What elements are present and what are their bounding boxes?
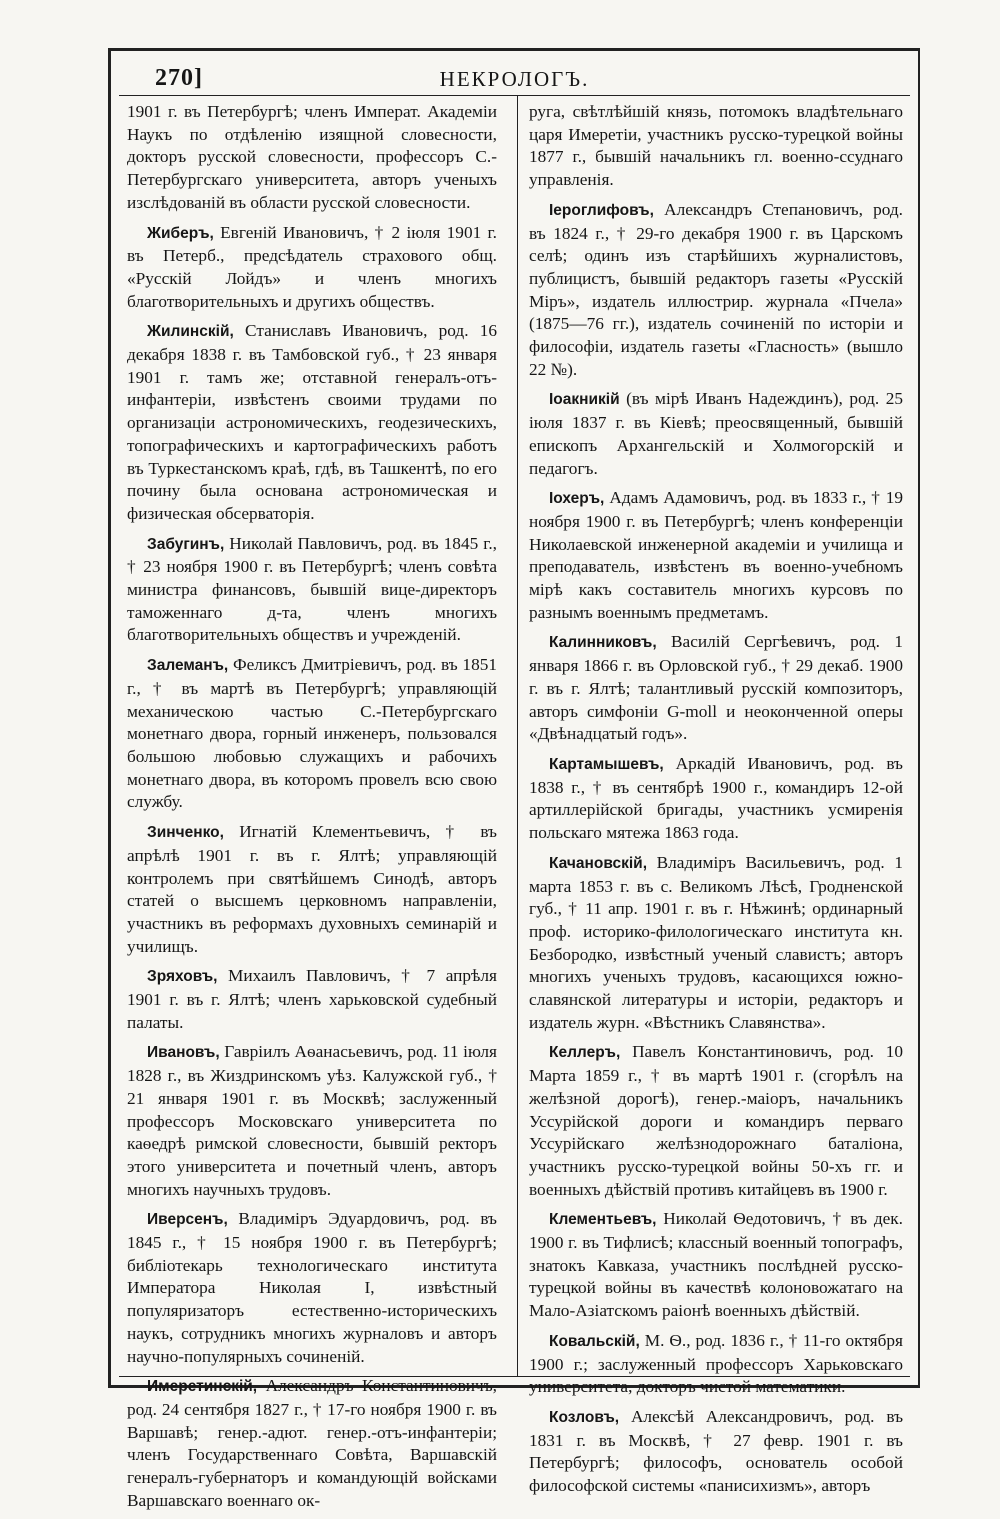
entry-name: Іохеръ, — [549, 490, 605, 508]
entry-text: Адамъ Адамовичъ, род. въ 1833 г., † 19 ноября 1900 г. въ Петербургѣ; членъ конференціи Николаевской инженерной академіи и училища и преподаватель, извѣстенъ въ военно-учебномъ мірѣ какъ составитель многихъ курсовъ по разнымъ военнымъ предметамъ. — [529, 488, 903, 622]
obituary-entry — [529, 1208, 903, 1323]
entry-name: Ивановъ, — [147, 1044, 220, 1062]
obituary-entry — [127, 222, 497, 314]
entry-name: Зинченко, — [147, 824, 224, 842]
entry-text: Аркадій Ивановичъ, род. въ 1838 г., † въ сентябрѣ 1900 г., командиръ 12-ой артиллерійской бригады, участникъ усмиренія польскаго мятежа 1863 года. — [529, 753, 903, 843]
entry-text: Василій Сергѣевичъ, род. 1 января 1866 г. въ Орловской губ., † 29 декаб. 1900 г. въ г. Ялтѣ; талантливый русскій композиторъ, авторъ симфоніи G-moll и неоконченной оперы «Двѣнадцатый годъ». — [529, 632, 903, 744]
entry-text: Игнатій Клементьевичъ, † въ апрѣлѣ 1901 г. въ г. Ялтѣ; управляющій контролемъ при святѣйшемъ Синодѣ, авторъ статей о высшемъ церковномъ направленіи, участникъ въ реформахъ духовныхъ семинарій и училищъ. — [127, 822, 497, 956]
entry-text: Владиміръ Эдуардовичъ, род. въ 1845 г., † 15 ноября 1900 г. въ Петербургѣ; библіотекарь технологическаго института Императора Николая I, извѣстный популяризаторъ естественно-историческихъ наукъ, сотрудникъ многихъ журналовъ и авторъ научно-популярныхъ сочиненій. — [127, 1209, 497, 1366]
entry-name: Забугинъ, — [147, 535, 225, 553]
entry-text: Александръ Константиновичъ, род. 24 сентября 1827 г., † 17-го ноября 1900 г. въ Варшавѣ; генер.-адют. генер.-отъ-инфантеріи; членъ Государственнаго Совѣта, Варшавскій генералъ-губернаторъ и командующій войсками Варшавскаго военнаго ок- — [127, 1376, 497, 1510]
entry-text: М. Ѳ., род. 1836 г., † 11-го октября 1900 г.; заслуженный профессоръ Харьковскаго университета, докторъ чистой математики. — [529, 1330, 903, 1397]
entry-text: Павелъ Константиновичъ, род. 10 Марта 1859 г., † въ мартѣ 1901 г. (сгорѣлъ на желѣзной дорогѣ), генер.-маіоръ, начальникъ Уссурійской дороги и командиръ перваго Уссурійскаго желѣзнодорожнаго баталіона, участникъ русско-турецкой войны 50-хъ гг. и военныхъ дѣйствій противъ китайцевъ въ 1900 г. — [529, 1042, 903, 1199]
obituary-entry — [127, 101, 497, 215]
column-divider — [517, 96, 518, 1377]
obituary-entry — [127, 821, 497, 958]
entry-name: Жиберъ, — [147, 224, 214, 242]
obituary-entry — [529, 852, 903, 1035]
entry-name: Калинниковъ, — [549, 634, 657, 652]
entry-text: (въ мірѣ Иванъ Надеждинъ), род. 25 іюля 1837 г. въ Кіевѣ; преосвященный, бывшій епископъ Архангельскій и Холмогорскій и педагогъ. — [529, 389, 903, 478]
entry-name: Іоакникій — [549, 391, 620, 409]
obituary-entry — [127, 1375, 497, 1512]
obituary-entry — [529, 1330, 903, 1399]
obituary-entry — [529, 388, 903, 480]
entry-name: Іероглифовъ, — [549, 201, 654, 219]
header-rule — [119, 95, 910, 96]
entry-text: Феликсъ Дмитріевичъ, род. въ 1851 г., † въ мартѣ въ Петербургѣ; управляющій механическою частью С.-Петербургскаго монетнаго двора, горный инженеръ, пользовался большою любовью служащихъ и рабочихъ монетнаго двора, въ которомъ провелъ всю свою службу. — [127, 655, 497, 812]
obituary-entry — [127, 1041, 497, 1201]
entry-text: Алексѣй Александровичъ, род. въ 1831 г. въ Москвѣ, † 27 февр. 1901 г. въ Петербургѣ; философъ, основатель особой философской системы «панисихизмъ», авторъ — [529, 1406, 904, 1496]
entry-name: Картамышевъ, — [549, 755, 664, 773]
entry-name: Имеретинскій, — [147, 1378, 258, 1396]
page-frame — [108, 48, 920, 1510]
page-number: 270] — [155, 65, 203, 91]
obituary-entry — [529, 199, 903, 382]
running-title: НЕКРОЛОГЪ. — [439, 67, 590, 91]
entry-name: Козловъ, — [549, 1408, 620, 1426]
entry-name: Качановскій, — [549, 854, 647, 872]
entry-name: Ковальскій, — [549, 1332, 640, 1350]
obituary-entry — [127, 654, 497, 814]
obituary-entry — [529, 1041, 903, 1201]
entry-text: Евгеній Ивановичъ, † 2 іюля 1901 г. въ Петерб., предсѣдатель страхового общ. «Русскій Лойдъ» и членъ многихъ благотворительныхъ и другихъ обществъ. — [127, 222, 497, 311]
entry-name: Жилинскій, — [147, 323, 234, 341]
entry-name: Залеманъ, — [147, 657, 229, 675]
entry-text: руга, свѣтлѣйшій князь, потомокъ владѣтельнаго царя Имеретіи, участникъ русско-турецкой войны 1877 г., бывшій начальникъ гл. военно-ссуднаго управленія. — [529, 102, 903, 190]
bottom-rule — [119, 1376, 910, 1377]
obituary-entry — [529, 101, 903, 192]
entry-name: Иверсенъ, — [147, 1211, 228, 1229]
obituary-entry — [529, 753, 903, 845]
entry-text: Николай Павловичъ, род. въ 1845 г., † 23 ноября 1900 г. въ Петербургѣ; членъ совѣта министра финансовъ, бывшій вице-директоръ таможеннаго д-та, членъ многихъ благотворительныхъ обществъ и учрежденій. — [127, 533, 497, 645]
obituary-entry — [127, 320, 497, 525]
entry-name: Зряховъ, — [147, 968, 218, 986]
obituary-entry — [127, 965, 497, 1034]
entry-text: Гавріилъ Аѳанасьевичъ, род. 11 іюля 1828 г., въ Жиздринскомъ уѣз. Калужской губ., † 21 января 1901 г. въ Москвѣ; заслуженный профессоръ Московскаго университета по каѳедрѣ римской словесности, бывшій ректоръ этого университета и почетный членъ, авторъ многихъ научныхъ трудовъ. — [127, 1042, 497, 1199]
entry-name: Келлеръ, — [549, 1044, 621, 1062]
page-header — [111, 65, 918, 105]
entry-text: Станиславъ Ивановичъ, род. 16 декабря 1838 г. въ Тамбовской губ., † 23 января 1901 г. тамъ же; отставной генералъ-отъ-инфантеріи, извѣстенъ своими трудами по организаціи астрономическихъ, геодезическихъ, топографическихъ и картографическихъ работъ въ Туркестанскомъ краѣ, гдѣ, въ Ташкентѣ, по его почину была основана астрономическая и физическая обсерваторія. — [127, 321, 497, 523]
entry-text: Александръ Степановичъ, род. въ 1824 г., † 29-го декабря 1900 г. въ Царскомъ селѣ; одинъ изъ старѣйшихъ журналистовъ, публицистъ, бывшій редакторъ газеты «Русскій Міръ», издатель иллюстрир. журнала «Пчела» (1875—76 гг.), издатель сочиненій по исторіи и философіи, издатель газеты «Гласность» (вышло 22 №). — [529, 199, 903, 379]
entry-text: Владиміръ Васильевичъ, род. 1 марта 1853 г. въ с. Великомъ Лѣсѣ, Гродненской губ., † 11 апр. 1901 г. въ г. Нѣжинѣ; ординарный проф. историко-филологическаго института кн. Безбородко, извѣстный ученый славистъ; авторъ многихъ ученыхъ трудовъ, касающихся южно-славянской литературы и исторіи, редакторъ и издатель журн. «Вѣстникъ Славянства». — [529, 852, 903, 1032]
obituary-entry — [529, 1406, 903, 1498]
obituary-entry — [529, 487, 903, 624]
entry-name: Клементьевъ, — [549, 1211, 657, 1229]
entry-text: Николай Ѳедотовичъ, † въ дек. 1900 г. въ Тифлисѣ; классный военный топографъ, знатокъ Кавказа, участникъ послѣдней русско-турецкой войны въ качествѣ колоновожатаго на Мало-Азіатскомъ раіонѣ военныхъ дѣйствій. — [529, 1209, 903, 1321]
obituary-entry — [127, 1208, 497, 1368]
obituary-entry — [127, 533, 497, 648]
entry-text: 1901 г. въ Петербургѣ; членъ Императ. Академіи Наукъ по отдѣленію изящной словесности, докторъ русской словесности, профессоръ С.-Петербургскаго университета, авторъ ученыхъ изслѣдованій въ области русской словесности. — [127, 102, 497, 212]
left-column — [127, 101, 497, 1519]
entry-text: Михаилъ Павловичъ, † 7 апрѣля 1901 г. въ г. Ялтѣ; членъ харьковской судебный палаты. — [127, 966, 497, 1032]
obituary-entry — [529, 631, 903, 746]
right-column — [529, 101, 903, 1505]
